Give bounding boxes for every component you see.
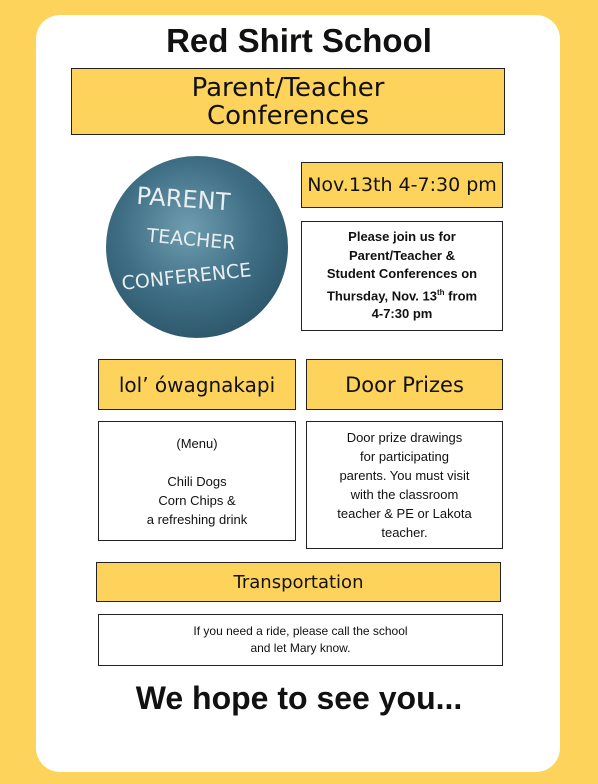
transportation-header: Transportation [96, 562, 501, 602]
invitation-line: Thursday, Nov. 13th from [326, 287, 478, 303]
date-time-box: Nov.13th 4-7:30 pm [301, 162, 503, 208]
invitation-line: 4-7:30 pm [371, 306, 433, 322]
page-title: Red Shirt School [166, 22, 432, 59]
chalk-text-graphic [106, 156, 288, 338]
chalk-text-line: CONFERENCE [120, 259, 253, 295]
invitation-line: Student Conferences on [326, 266, 478, 282]
invitation-line: Please join us for [348, 229, 456, 245]
menu-header: lol’ ówagnakapi [98, 359, 296, 410]
door-prizes-box: Door prize drawings for participating parents. You must visit with the classroom teacher & PE or Lakota teacher. [306, 421, 503, 549]
transportation-box: If you need a ride, please call the school and let Mary know. [98, 614, 503, 666]
chalk-text-line: PARENT [135, 181, 232, 217]
invitation-line: Parent/Teacher & [349, 247, 455, 263]
conference-chalkboard-image [106, 156, 288, 338]
invitation-box [301, 221, 503, 331]
conference-banner: Parent/Teacher Conferences [71, 68, 505, 135]
closing-message: We hope to see you... [135, 680, 463, 716]
menu-box: (Menu) Chili Dogs Corn Chips & a refreshing drink [98, 421, 296, 541]
chalk-text-line: TEACHER [145, 224, 237, 255]
door-prizes-header: Door Prizes [306, 359, 503, 410]
